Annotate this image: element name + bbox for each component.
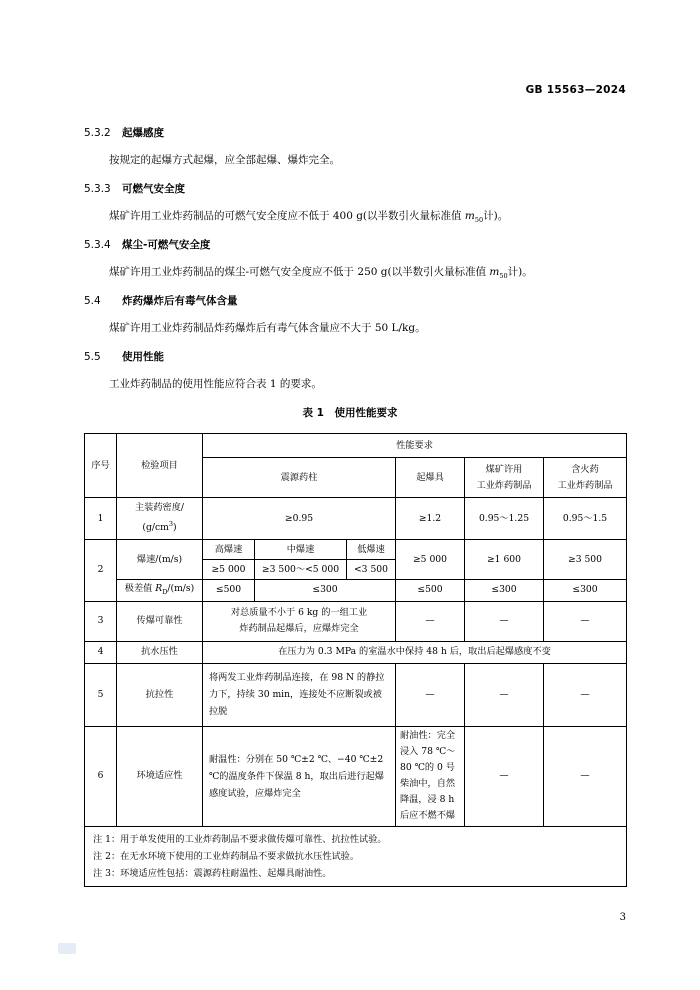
row3-coal: —: [465, 601, 544, 641]
note-3: 注 3：环境适应性包括：震源药柱耐温性、起爆具耐油性。: [93, 867, 332, 879]
row3-item: 传爆可靠性: [117, 601, 203, 641]
row6-fire: —: [544, 726, 627, 826]
row2b-fire: ≤300: [544, 580, 627, 602]
header-item: 检验项目: [117, 434, 203, 498]
standard-number: GB 15563—2024: [525, 84, 626, 96]
section-heading-5-3-2: 5.3.2 起爆感度: [84, 127, 164, 139]
page-number: 3: [619, 912, 626, 923]
row6-item: 环境适应性: [117, 726, 203, 826]
row5-seq: 5: [85, 663, 117, 726]
table-notes: [85, 826, 627, 886]
row2-booster: ≥5 000: [396, 540, 465, 580]
performance-table: [84, 433, 627, 887]
row1-booster: ≥1.2: [396, 498, 465, 540]
row2b-item: 极差值 $R_D/(m/s)$: [117, 580, 203, 602]
table-caption: 表 1 使用性能要求: [302, 407, 398, 419]
header-seismic: 震源药柱: [203, 458, 396, 498]
row2-mid-value: ≥3 500～<5 000: [255, 560, 347, 580]
row2b-seismic-1: ≤500: [203, 580, 255, 602]
row3-seq: 3: [85, 601, 117, 641]
section-heading-5-4: 5.4 炸药爆炸后有毒气体含量: [84, 295, 238, 307]
row4-seq: 4: [85, 641, 117, 663]
section-heading-5-3-3: 5.3.3 可燃气安全度: [84, 183, 185, 195]
row2-low: 低爆速: [347, 540, 396, 560]
row4-item: 抗水压性: [117, 641, 203, 663]
row3-booster: —: [396, 601, 465, 641]
row5-coal: —: [465, 663, 544, 726]
row2b-seismic-2: ≤300: [255, 580, 396, 602]
row2-seq: 2: [85, 540, 117, 602]
row5-seismic: 将两发工业炸药制品连接，在 98 N 的静拉力下，持续 30 min，连接处不应断裂或被拉脱: [203, 663, 396, 726]
row2-high: 高爆速: [203, 540, 255, 560]
row5-fire: —: [544, 663, 627, 726]
row2-fire: ≥3 500: [544, 540, 627, 580]
row1-seismic: ≥0.95: [203, 498, 396, 540]
section-text-5-3-3: 煤矿许用工业炸药制品的可燃气安全度应不低于 400 g(以半数引火量标准值 $m_{50}$计)。: [109, 210, 509, 225]
section-heading-5-3-4: 5.3.4 煤尘-可燃气安全度: [84, 239, 211, 251]
row6-seismic: 耐温性：分别在 50 ℃±2 ℃、−40 ℃±2 ℃的温度条件下保温 8 h，取出后进行起爆感度试验，应爆炸完全: [203, 726, 396, 826]
row2b-coal: ≤300: [465, 580, 544, 602]
note-2: 注 2：在无水环境下使用的工业炸药制品不要求做抗水压性试验。: [93, 850, 360, 862]
row3-fire: —: [544, 601, 627, 641]
section-text-5-3-4: 煤矿许用工业炸药制品的煤尘-可燃气安全度应不低于 250 g(以半数引火量标准值 $m_{50}$计)。: [109, 266, 533, 281]
row2-mid: 中爆速: [255, 540, 347, 560]
row2-high-value: ≥5 000: [203, 560, 255, 580]
row5-booster: —: [396, 663, 465, 726]
row5-item: 抗拉性: [117, 663, 203, 726]
section-text-5-5: 工业炸药制品的使用性能应符合表 1 的要求。: [109, 378, 322, 390]
row6-booster: 耐油性：完全浸入 78 ℃～80 ℃的 0 号柴油中，自然降温，浸 8 h 后应不燃不爆: [396, 726, 465, 826]
header-coal: 煤矿许用 工业炸药制品: [465, 458, 544, 498]
watermark-logo: [58, 943, 76, 954]
header-perf: 性能要求: [203, 434, 627, 458]
header-seq: 序号: [85, 434, 117, 498]
row3-seismic: 对总质量不小于 6 kg 的一组工业 炸药制品起爆后，应爆炸完全: [203, 601, 396, 641]
row1-item: 主装药密度/ $(g/cm^3)$: [117, 498, 203, 540]
header-booster: 起爆具: [396, 458, 465, 498]
row6-coal: —: [465, 726, 544, 826]
section-heading-5-5: 5.5 使用性能: [84, 351, 164, 363]
row2-coal: ≥1 600: [465, 540, 544, 580]
row6-seq: 6: [85, 726, 117, 826]
row2-low-value: <3 500: [347, 560, 396, 580]
section-text-5-3-2: 按规定的起爆方式起爆，应全部起爆、爆炸完全。: [109, 154, 340, 166]
row4-text: 在压力为 0.3 MPa 的室温水中保持 48 h 后，取出后起爆感度不变: [203, 641, 627, 663]
header-fire: 含火药 工业炸药制品: [544, 458, 627, 498]
row2b-booster: ≤500: [396, 580, 465, 602]
section-text-5-4: 煤矿许用工业炸药制品炸药爆炸后有毒气体含量应不大于 50 L/kg。: [109, 322, 426, 334]
row2-item: 爆速/(m/s): [117, 540, 203, 580]
row1-seq: 1: [85, 498, 117, 540]
row1-coal: 0.95～1.25: [465, 498, 544, 540]
note-1: 注 1：用于单发使用的工业炸药制品不要求做传爆可靠性、抗拉性试验。: [93, 833, 387, 845]
row1-fire: 0.95～1.5: [544, 498, 627, 540]
